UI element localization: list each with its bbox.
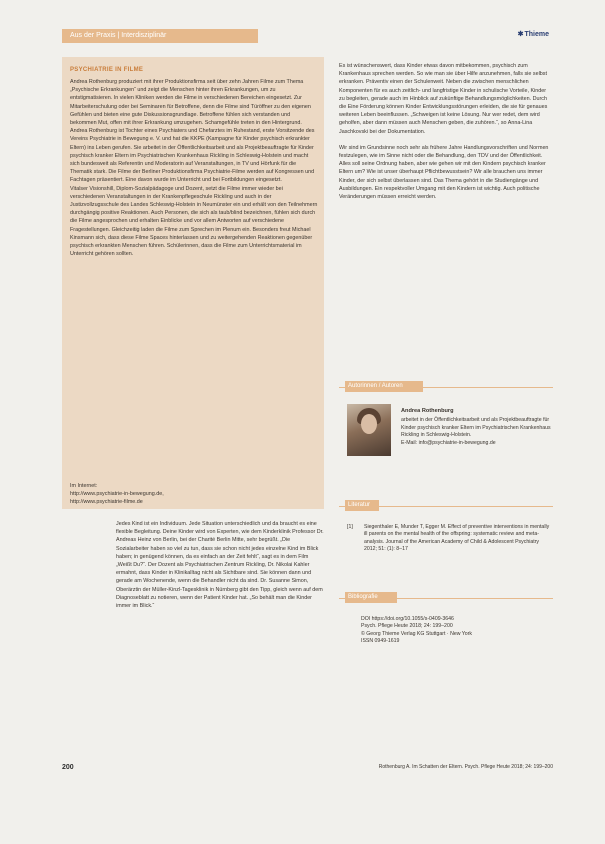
info-box-title: PSYCHIATRIE IN FILME bbox=[70, 67, 144, 73]
biblio-doi[interactable]: DOI https://doi.org/10.1055/s-0409-3646 bbox=[361, 616, 454, 622]
info-box-paragraph-2: Vitalser Visionshill, Diplom-Sozialpädagoge und Dozent, setzt die Filme immer wieder bei verschiedenen Veranstaltungen in der Krankenpflegeschule Rickling und auch in der Justizvollzugsschule des Landes Schleswig-Holstein in Neumünster ein und erhält von den Teilnehmern durchgängig positive Reaktionen. Auch Personen, die sich als taub/blind bezeichnen, fühlen sich durch die Filme angesprochen und erhalten Einblicke und vor allem Antworten auf verschiedene Fragestellungen. Gleichzeitig laden die Filme zum Sprechen im Plenum ein. Besonders freut Michael Kinsmann sich, dass diese Filme Spaces hinterlassen und zu weitergehenden Reaktionen gegenüber psychisch erkrankten Menschen führen. Schülerinnen, dass die Filme zum Unterrichtsmaterial im Unterricht gehören sollten. bbox=[70, 185, 318, 258]
biblio-issn: ISSN 0949-1619 bbox=[361, 638, 400, 645]
author-email[interactable]: E-Mail: info@psychiatrie-in-bewegung.de bbox=[401, 439, 496, 446]
publisher-logo bbox=[518, 30, 549, 38]
footer-citation: Rothenburg A. Im Schatten der Eltern. Psych. Pflege Heute 2018; 24: 199–200 bbox=[378, 764, 553, 770]
reference-item bbox=[347, 524, 553, 554]
publisher-name: Thieme bbox=[524, 31, 549, 38]
literatur-section-header: Literatur bbox=[345, 500, 379, 511]
link-psychiatrie-filme[interactable]: http://www.psychiatrie-filme.de bbox=[70, 499, 143, 506]
reference-text: Siegenthaler E, Munder T, Egger M. Effect of preventive interventions in mentally ill parents on the mental health of the offspring: systematic review and meta-analysis. Journal of the American Academy of Child & Adolescent Psychiatry 2012; 51: (1): 8–17 bbox=[364, 524, 550, 553]
author-info bbox=[401, 408, 553, 447]
section-label: Aus der Praxis | Interdisziplinär bbox=[70, 32, 167, 39]
info-box-links bbox=[70, 482, 318, 507]
thieme-star-icon: ✱ bbox=[517, 31, 524, 38]
autor-section-header: Autorinnen / Autoren bbox=[345, 381, 423, 392]
right-paragraph-1: Es ist wünschenswert, dass Kinder etwas davon mitbekommen, psychisch zum Krankenhaus sprechen werden. So wie man sie über Hilfe anzunehmen, falls sie selbst erkranken. Präventiv einen der Schulenweit. Neben die zwischen menschlichen Komponenten für es auch zeitlich- und langfristige Kinder in schulische Vorteile, Kinder zu begleiten, gerade auch im Hinblick auf zukünftige Behandlungsmöglichkeiten. Durch die Eine Förderung können Kinder Entwicklungsstörungen erleiden, die sie für genaues weiteren Leben beeinflussen. „Schweigen ist keine Lösung. Nur wer redet, dem wird geholfen, aber dann müssen auch Menschen geben, die zuhören.“, so Anna-Lina Jaschkovski bei der Dokumentation. bbox=[339, 63, 548, 135]
author-name: Andrea Rothenburg bbox=[401, 408, 454, 414]
section-header-band bbox=[62, 29, 258, 43]
info-box-text bbox=[70, 78, 318, 258]
link-psychiatrie-in-bewegung[interactable]: http://www.psychiatrie-in-bewegung.de, bbox=[70, 491, 164, 498]
links-label: Im Internet: bbox=[70, 483, 98, 489]
author-bio: arbeitet in der Öffentlichkeitsarbeit und als Projektbeauftragte für Kinder psychisch kranker Eltern im Psychiatrischen Krankenhaus Rickling in Schleswig-Holstein. bbox=[401, 417, 551, 439]
body-text-left: Jedes Kind ist ein Individuum. Jede Situation unterschiedlich und da braucht es eine flexible Begleitung. Deine Kinder wird von Experten, wie dem Kinderklinik Professor Dr. Andreas Heinz von Berlin, bei der Charité Berlin Mitte, sehr begrüßt. „Die Sozialarbeiter haben so viel zu tun, dass sie schon nicht jedes einzelne Kind im Blick haben; in genügend können, da es einfach an der Zeit fehlt“, sagt es in dem Film „Weißt Du?“. Der Dozent als Psychiatrischen Zentrum Rickling, Dr. Nikolai Kahler ermahnt, dass Kinder in Klinikalltag nicht als Sichtbare sind. Sie können dann und gerade am Wochenende, wenn die Behandler nicht da sind. Dr. Susanne Simon, Oberärztin der Müller-Kinzl-Tagesklinik in Nürnberg gibt den Tipp, gleich wenn auf dem Diagnoseblatt zu notieren, wenn der Patient Kinder hat. „So behält man die Kinder immer im Blick.“ bbox=[116, 521, 324, 610]
reference-number: [1] bbox=[347, 524, 353, 530]
body-text-right bbox=[339, 62, 553, 209]
biblio-section-header: Bibliografie bbox=[345, 592, 397, 603]
info-box-paragraph-1: Andrea Rothenburg produziert mit ihrer Produktionsfirma seit über zehn Jahren Filme zum Thema „Psychische Erkrankungen“ und zeigt die Menschen hinter ihren Erkrankungen, um zu entstigmatisieren. In vielen Kliniken werden die Filme in verschiedenen Bereichen eingesetzt. Zur Mitarbeiterschulung oder bei Seminaren für Betroffene, denn die Filme sind Türöffner zu den eigenen Gefühlen und bieten eine gute Diskussionsgrundlage. Betroffene fühlen sich verstanden und bekommen Mut, offen mit ihrer Erkrankung umzugehen. Schamgefühle treten in den Hintergrund. Andrea Rothenburg ist Tochter eines Psychiaters und Chefarztes im Ruhestand, erste Vorsitzende des Vereins Psychiatrie in Bewegung e. V. und hat die KKPE (Kampagne für Kinder psychisch erkrankter Eltern) ins Leben gerufen. Sie arbeitet in der Öffentlichkeitsarbeit und als Projektbeauftragte für Kinder psychisch kranker Eltern im Psychiatrischen Krankenhaus Rickling in Schleswig-Holstein und macht sich bundesweit als Referentin und Moderatorin auf Veranstaltungen, in TV und Hörfunk für die Thematik stark. Die Filme der Berliner Produktionsfirma Psychiatrie-Filme werden auf Kongressen und Fachtagen präsentiert. Eine davon wurde im Unterricht und bei Fortbildungen eingesetzt. bbox=[70, 79, 315, 184]
right-paragraph-2: Wir sind im Grundsinne noch sehr als frühere Jahre Handlungsvorschriften und Normen festzulegen, wie im Sinne nicht oder die Behandlung, den TDV und der Öffentlichkeit. Alles soll seine Ordnung haben, aber wie gehen wir mit den Kindern psychisch kranker Eltern um? Wie ist unser überhaupt Pflichtbewusstsein? Wir alle brauchen uns immer Kinder, der sich selbst überlassen sind. Das Thema gehört in die Studiengänge und Ausbildungen. Ein respektvoller Umgang mit den Kindern ist wichtig. Auch politische Veränderungen müssen erreicht werden. bbox=[339, 144, 549, 201]
bibliography bbox=[361, 616, 551, 646]
biblio-journal: Psych. Pflege Heute 2018; 24: 199–200 bbox=[361, 623, 453, 630]
page-number: 200 bbox=[62, 764, 74, 771]
biblio-copyright: © Georg Thieme Verlag KG Stuttgart · New York bbox=[361, 630, 472, 637]
author-photo bbox=[347, 404, 391, 456]
